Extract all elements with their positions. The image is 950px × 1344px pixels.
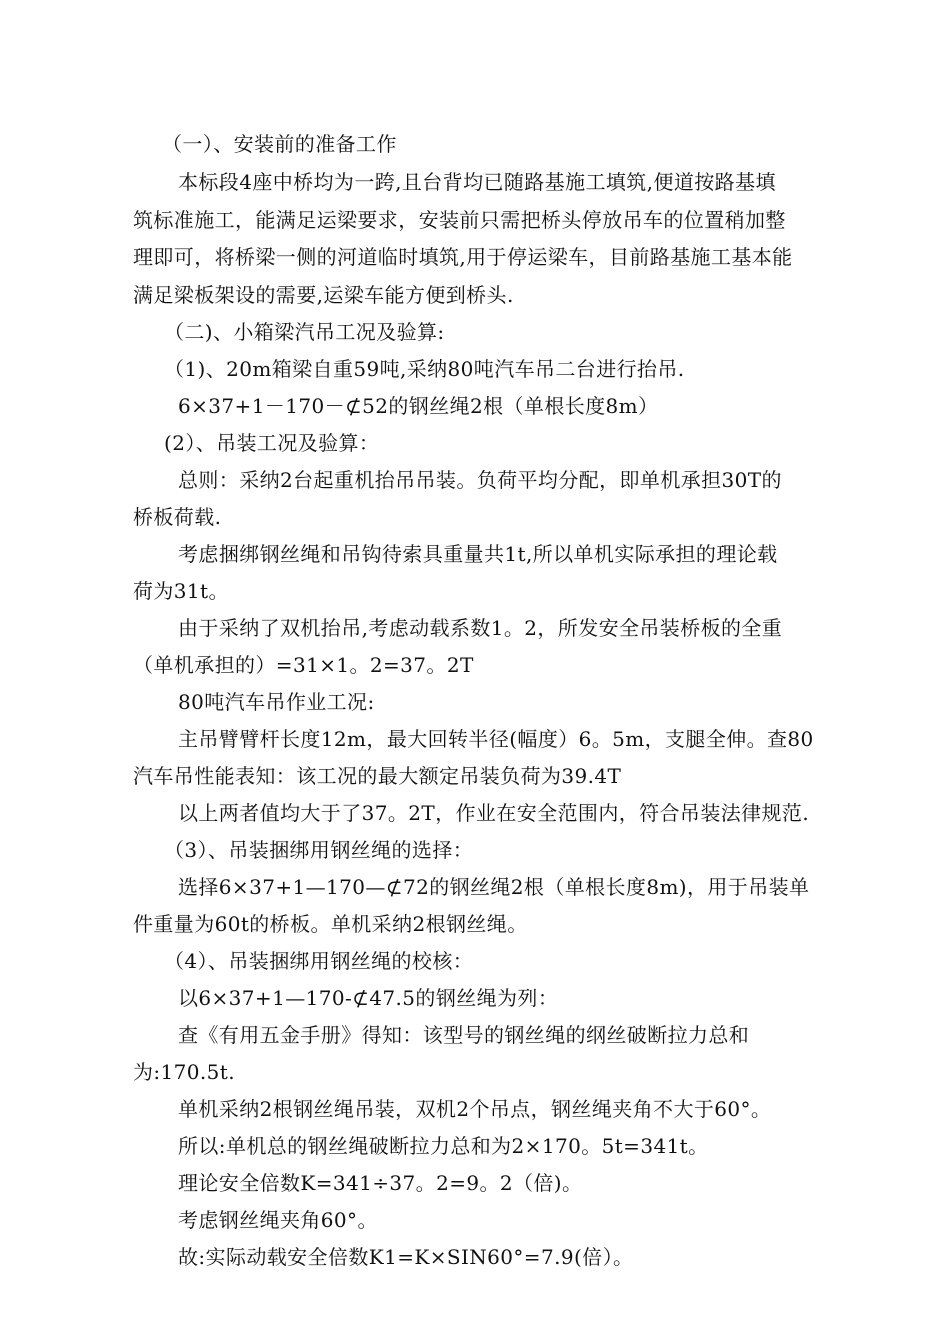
paragraph-line: 所以:单机总的钢丝绳破断拉力总和为2×170。5t=341t。 bbox=[178, 1134, 709, 1158]
paragraph-line: 80吨汽车吊作业工况: bbox=[178, 690, 375, 714]
paragraph-line: 满足梁板架设的需要,运梁车能方便到桥头. bbox=[133, 283, 514, 307]
paragraph-line: 理即可，将桥梁一侧的河道临时填筑,用于停运梁车，目前路基施工基本能 bbox=[133, 245, 793, 269]
paragraph-line: 理论安全倍数K=341÷37。2=9。2（倍)。 bbox=[178, 1171, 583, 1195]
paragraph-line: （1)、20m箱梁自重59吨,采纳80吨汽车吊二台进行抬吊. bbox=[164, 357, 685, 381]
paragraph-line: 查《有用五金手册》得知：该型号的钢丝绳的纲丝破断拉力总和 bbox=[178, 1023, 750, 1047]
paragraph-line: 件重量为60t的桥板。单机采纳2根钢丝绳。 bbox=[133, 912, 528, 936]
section-heading-1: （一）、安装前的准备工作 bbox=[162, 132, 397, 156]
paragraph-line: 考虑钢丝绳夹角60°。 bbox=[178, 1208, 378, 1232]
paragraph-line: 本标段4座中桥均为一跨,且台背均已随路基施工填筑,便道按路基填 bbox=[178, 170, 776, 194]
paragraph-line: 主吊臂臂杆长度12m，最大回转半径(幅度）6。5m，支腿全伸。查80 bbox=[178, 727, 814, 751]
paragraph-line: 筑标准施工，能满足运梁要求，安装前只需把桥头停放吊车的位置稍加整 bbox=[133, 208, 786, 232]
paragraph-line: 以6×37+1—170-⊄47.5的钢丝绳为列： bbox=[178, 986, 559, 1010]
paragraph-line: 考虑捆绑钢丝绳和吊钩待索具重量共1t,所以单机实际承担的理论载 bbox=[178, 542, 778, 566]
paragraph-line: 选择6×37+1—170—⊄72的钢丝绳2根（单根长度8m)，用于吊装单 bbox=[178, 875, 810, 899]
paragraph-line: 荷为31t。 bbox=[133, 579, 229, 603]
paragraph-line: 以上两者值均大于了37。2T，作业在安全范围内，符合吊装法律规范. bbox=[178, 801, 810, 825]
subsection-heading-2: (2）、吊装工况及验算： bbox=[164, 431, 380, 455]
paragraph-line: 单机采纳2根钢丝绳吊装，双机2个吊点，钢丝绳夹角不大于60°。 bbox=[178, 1097, 772, 1121]
subsection-heading-4: （4）、吊装捆绑用钢丝绳的校核： bbox=[164, 949, 474, 973]
subsection-heading-3: （3）、吊装捆绑用钢丝绳的选择： bbox=[164, 838, 474, 862]
section-heading-2: （二)、小箱梁汽吊工况及验算: bbox=[164, 320, 445, 344]
paragraph-line: 由于采纳了双机抬吊,考虑动载系数1。2，所发安全吊装桥板的全重 bbox=[178, 616, 783, 640]
paragraph-line: 桥板荷载. bbox=[133, 505, 222, 529]
paragraph-line: 6×37+1－170－⊄52的钢丝绳2根（单根长度8m） bbox=[178, 394, 659, 418]
paragraph-line: 总则：采纳2台起重机抬吊吊装。负荷平均分配，即单机承担30T的 bbox=[178, 468, 782, 492]
paragraph-line: 汽车吊性能表知：该工况的最大额定吊装负荷为39.4T bbox=[133, 764, 622, 788]
paragraph-line: （单机承担的）=31×1。2=37。2T bbox=[133, 653, 474, 677]
paragraph-line: 为:170.5t. bbox=[133, 1060, 235, 1084]
paragraph-line: 故:实际动载安全倍数K1=K×SIN60°=7.9(倍）。 bbox=[178, 1245, 634, 1269]
